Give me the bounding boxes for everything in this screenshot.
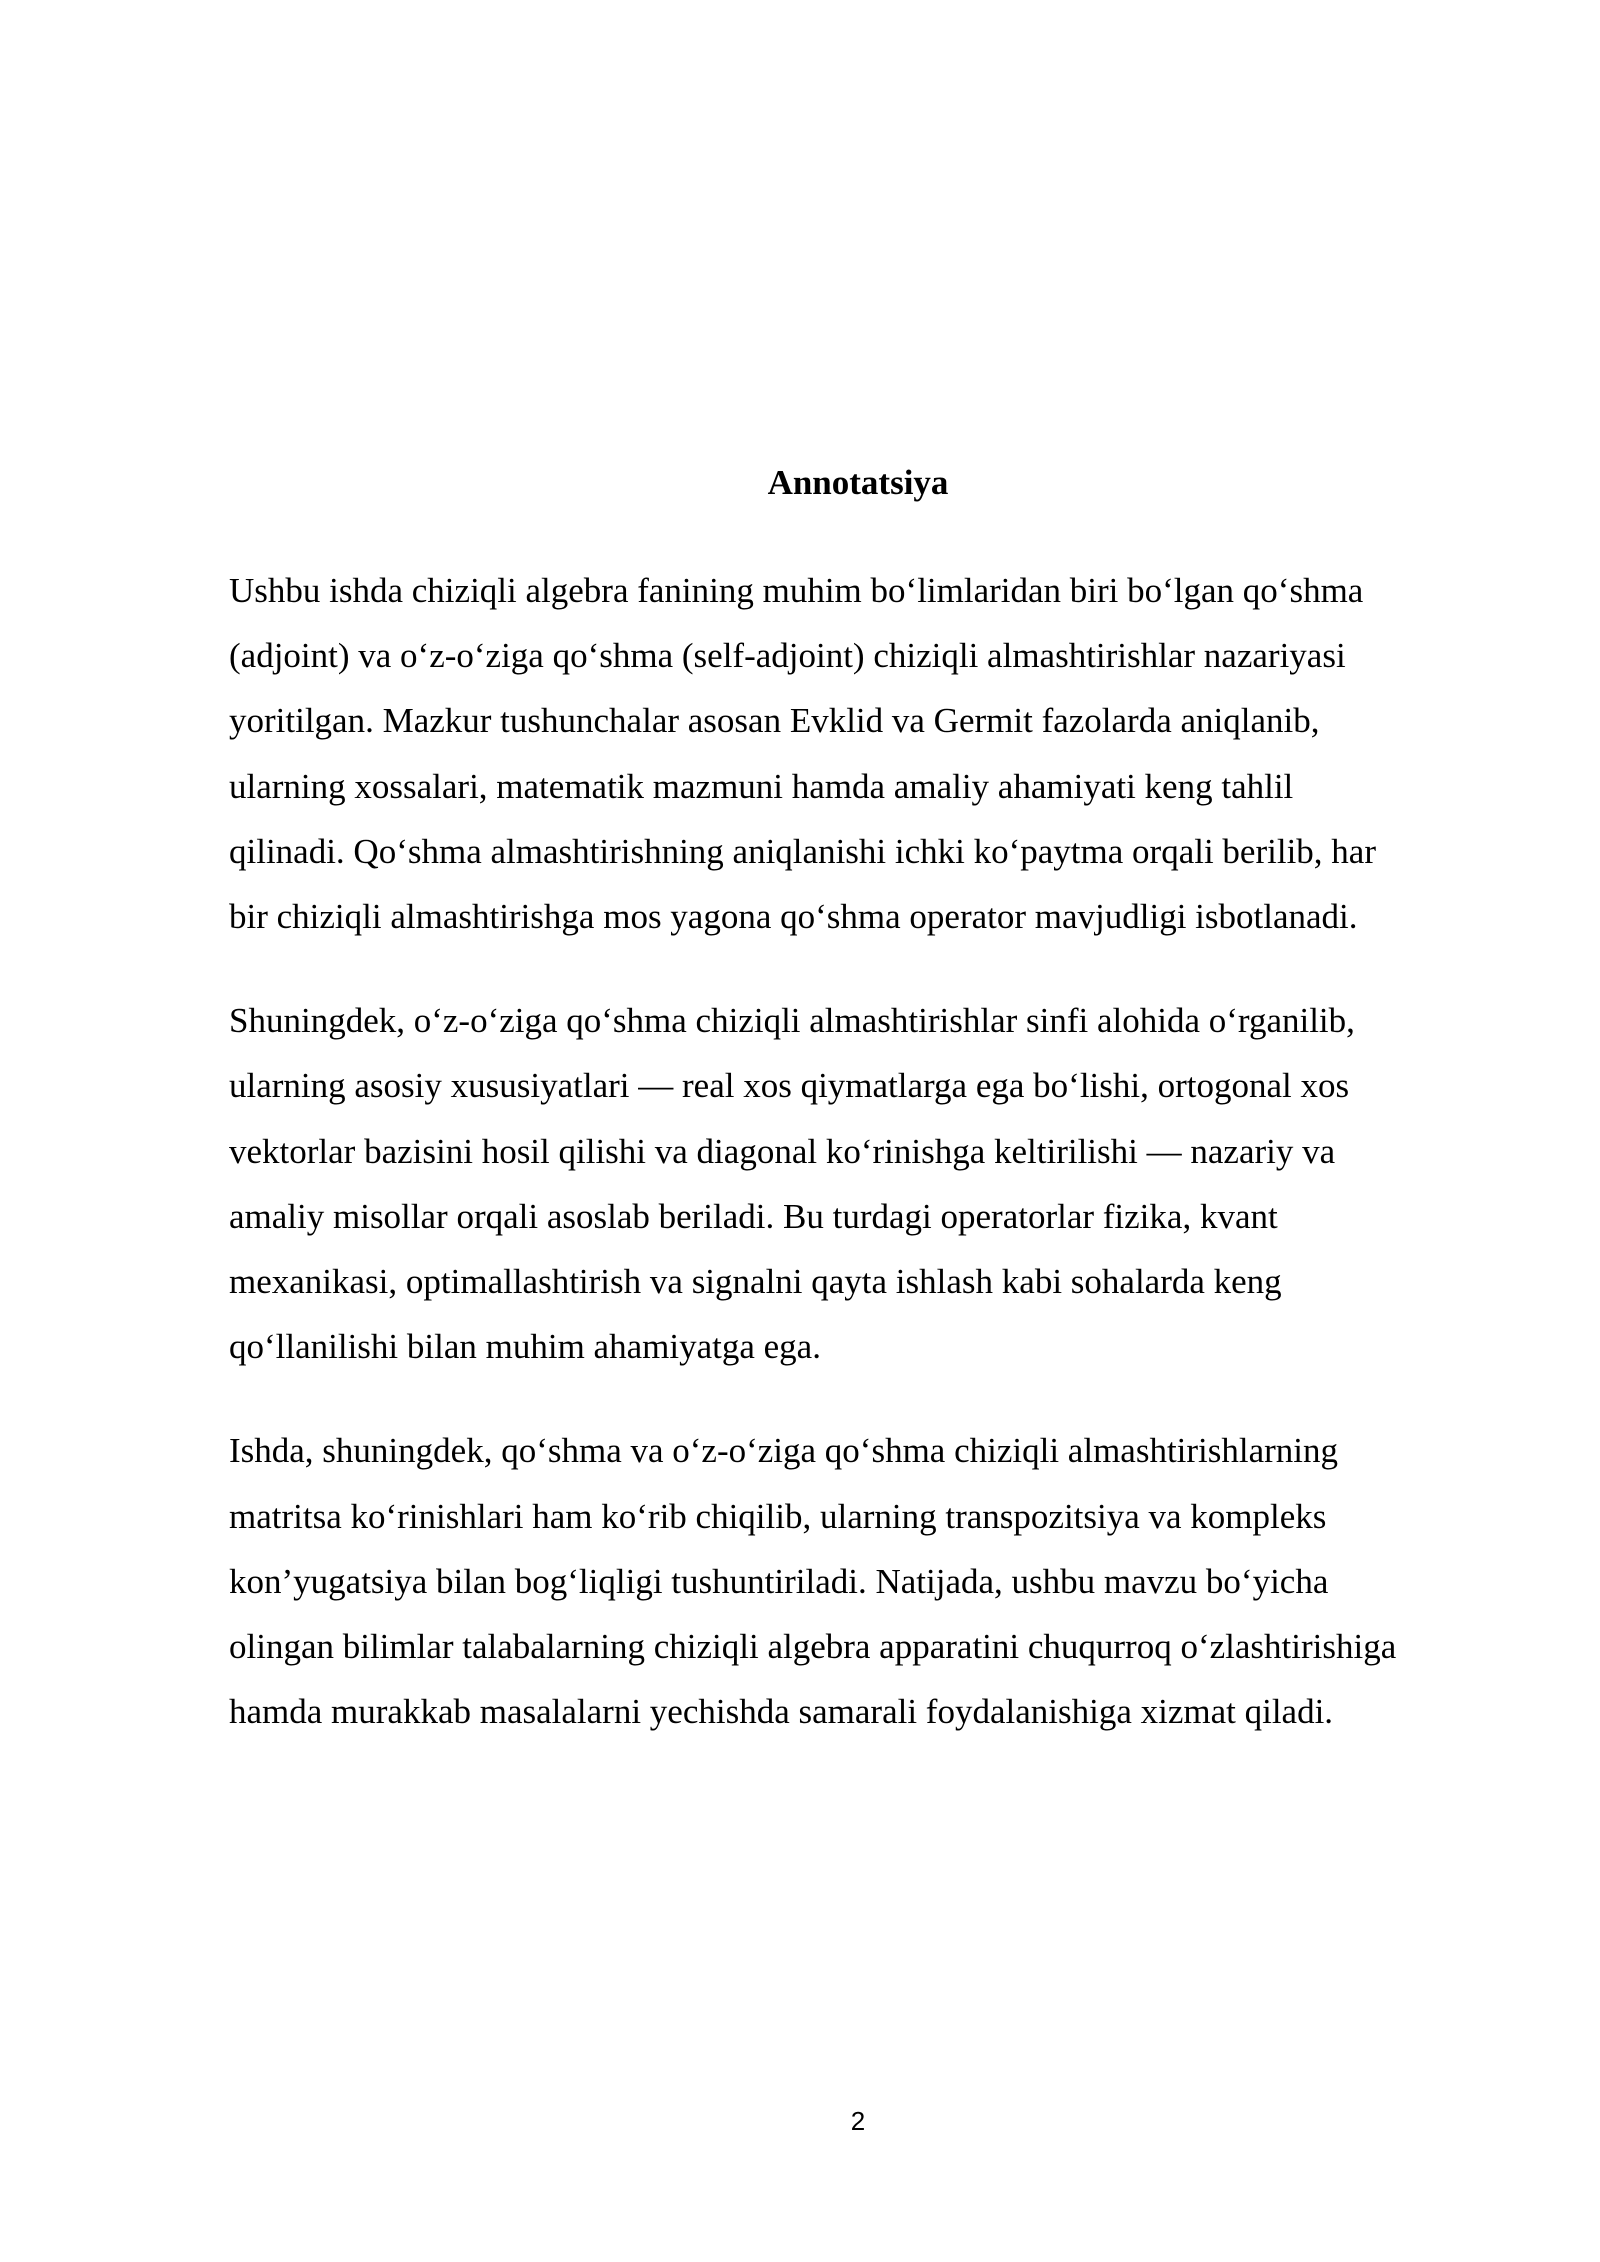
document-body	[229, 558, 1519, 1783]
paragraph-line: bir chiziqli almashtirishga mos yagona qo‘shma operator mavjudligi isbotlanadi.	[229, 897, 1358, 937]
paragraph-2	[229, 988, 1519, 1379]
paragraph-line: (adjoint) va o‘z-o‘ziga qo‘shma (self-adjoint) chiziqli almashtirishlar nazariyasi	[229, 636, 1346, 676]
paragraph-line: mexanikasi, optimallashtirish va signalni qayta ishlash kabi sohalarda keng	[229, 1262, 1282, 1302]
paragraph-line: yoritilgan. Mazkur tushunchalar asosan Evklid va Germit fazolarda aniqlanib,	[229, 701, 1320, 741]
paragraph-line: olingan bilimlar talabalarning chiziqli algebra apparatini chuqurroq o‘zlashtirishiga	[229, 1627, 1397, 1667]
paragraph-line: matritsa ko‘rinishlari ham ko‘rib chiqilib, ularning transpozitsiya va kompleks	[229, 1496, 1327, 1536]
paragraph-line: ularning xossalari, matematik mazmuni hamda amaliy ahamiyati keng tahlil	[229, 766, 1294, 806]
paragraph-line: hamda murakkab masalalarni yechishda samarali foydalanishiga xizmat qiladi.	[229, 1692, 1334, 1732]
paragraph-line: vektorlar bazisini hosil qilishi va diagonal ko‘rinishga keltirilishi — nazariy va	[229, 1131, 1336, 1171]
paragraph-line: amaliy misollar orqali asoslab beriladi. Bu turdagi operatorlar fizika, kvant	[229, 1196, 1278, 1236]
page-number: 2	[850, 2106, 866, 2136]
paragraph-line: Ishda, shuningdek, qo‘shma va o‘z-o‘ziga qo‘shma chiziqli almashtirishlarning	[229, 1431, 1339, 1471]
paragraph-3	[229, 1418, 1519, 1744]
paragraph-line: Shuningdek, o‘z-o‘ziga qo‘shma chiziqli almashtirishlar sinfi alohida o‘rganilib,	[229, 1001, 1355, 1041]
paragraph-1	[229, 558, 1519, 949]
document-title: Annotatsiya	[767, 463, 949, 502]
paragraph-line: ularning asosiy xususiyatlari — real xos qiymatlarga ega bo‘lishi, ortogonal xos	[229, 1066, 1350, 1106]
paragraph-line: qo‘llanilishi bilan muhim ahamiyatga ega.	[229, 1327, 821, 1367]
paragraph-line: qilinadi. Qo‘shma almashtirishning aniqlanishi ichki ko‘paytma orqali berilib, har	[229, 831, 1376, 871]
paragraph-line: Ushbu ishda chiziqli algebra fanining muhim bo‘limlaridan biri bo‘lgan qo‘shma	[229, 571, 1364, 610]
paragraph-line: kon’yugatsiya bilan bog‘liqligi tushuntiriladi. Natijada, ushbu mavzu bo‘yicha	[229, 1561, 1329, 1601]
